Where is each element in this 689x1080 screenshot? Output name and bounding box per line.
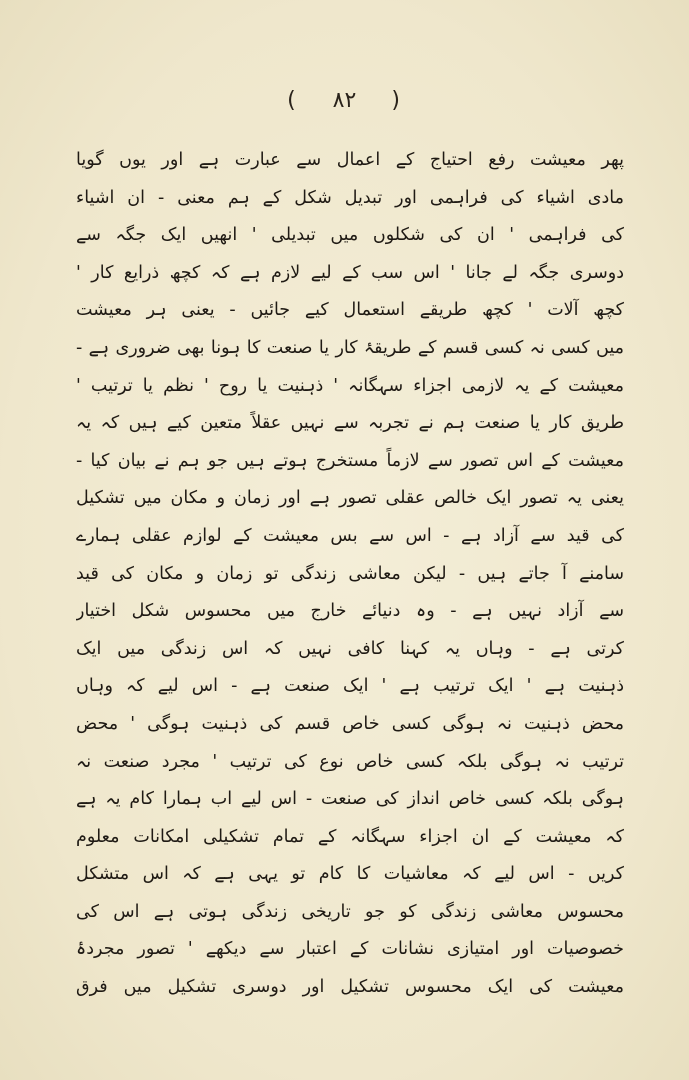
text-line: کرتی ہے - وہاں یہ کہنا کافی نہیں کہ اس زندگی میں ایک: [76, 638, 624, 659]
text-line: محسوس معاشی زندگی کو جو تاریخی زندگی ہوتی ہے اس کی: [76, 901, 624, 922]
text-line: کہ معیشت کے ان اجزاء سہگانہ کے تمام تشکیلی امکانات معلوم: [76, 826, 624, 847]
text-line: محض ذہنیت نہ ہوگی کسی خاص قسم کی ذہنیت ہوگی ' محض: [76, 713, 624, 734]
text-line: دوسری جگہ لے جانا ' اس سب کے لیے لازم ہے کہ کچھ ذرایع کار ': [76, 262, 624, 283]
text-line: کی قید سے آزاد ہے - اس سے بس معیشت کے لوازم عقلی ہمارے: [76, 525, 624, 546]
text-line: کچھ آلات ' کچھ طریقے استعمال کیے جائیں - یعنی ہر معیشت: [76, 300, 624, 321]
text-line: ترتیب نہ ہوگی بلکہ کسی خاص نوع کی ترتیب ' مجرد صنعت نہ: [76, 751, 624, 772]
body-text: [76, 142, 624, 1007]
text-line: معیشت کے یہ لازمی اجزاء سہگانہ ' ذہنیت یا روح ' نظم یا ترتیب ': [76, 375, 624, 396]
text-line: پھر معیشت رفع احتیاج کے اعمال سے عبارت ہے اور یوں گویا: [76, 150, 624, 170]
text-line: سے آزاد نہیں ہے - وہ دنیائے خارج میں محسوس شکل اختیار: [76, 601, 624, 622]
page-number: [0, 88, 689, 113]
text-line: سامنے آ جاتے ہیں - لیکن معاشی زندگی تو زمان و مکان کی قید: [76, 563, 624, 584]
text-line: ذہنیت ہے ' ایک ترتیب ہے ' ایک صنعت ہے - اس لیے کہ وہاں: [76, 676, 624, 697]
page-number-paren-open: (: [287, 88, 298, 113]
text-line: مادی اشیاء کی فراہمی اور تبدیل شکل کے ہم معنی - ان اشیاء: [76, 187, 624, 208]
text-line: طریق کار یا صنعت ہم نے تجربہ سے نہیں عقلاً متعین کیے ہیں کہ یہ: [76, 413, 624, 434]
text-line: یعنی یہ تصور ایک خالص عقلی تصور ہے اور زمان و مکان میں تشکیل: [76, 488, 624, 509]
text-line: کی فراہمی ' ان کی شکلوں میں تبدیلی ' انھیں ایک جگہ سے: [76, 225, 624, 246]
text-line: معیشت کی ایک محسوس تشکیل اور دوسری تشکیل میں فرق: [76, 977, 624, 998]
text-line: خصوصیات اور امتیازی نشانات کے اعتبار سے دیکھے ' تصور مجردۂ: [76, 939, 624, 960]
page-number-value: ۸۲: [332, 88, 357, 113]
text-line: معیشت کے اس تصور سے لازماً مستخرج ہوتے ہیں جو ہم نے بیان کیا -: [76, 450, 624, 471]
text-line: میں کسی نہ کسی قسم کے طریقۂ کار یا صنعت کا ہونا بھی ضروری ہے -: [76, 337, 624, 358]
text-line: ہوگی بلکہ کسی خاص انداز کی صنعت - اس لیے اب ہمارا کام یہ ہے: [76, 789, 624, 810]
text-line: کریں - اس لیے کہ معاشیات کا کام تو یہی ہے کہ اس متشکل: [76, 864, 624, 885]
page-number-paren-close: ): [391, 88, 402, 113]
